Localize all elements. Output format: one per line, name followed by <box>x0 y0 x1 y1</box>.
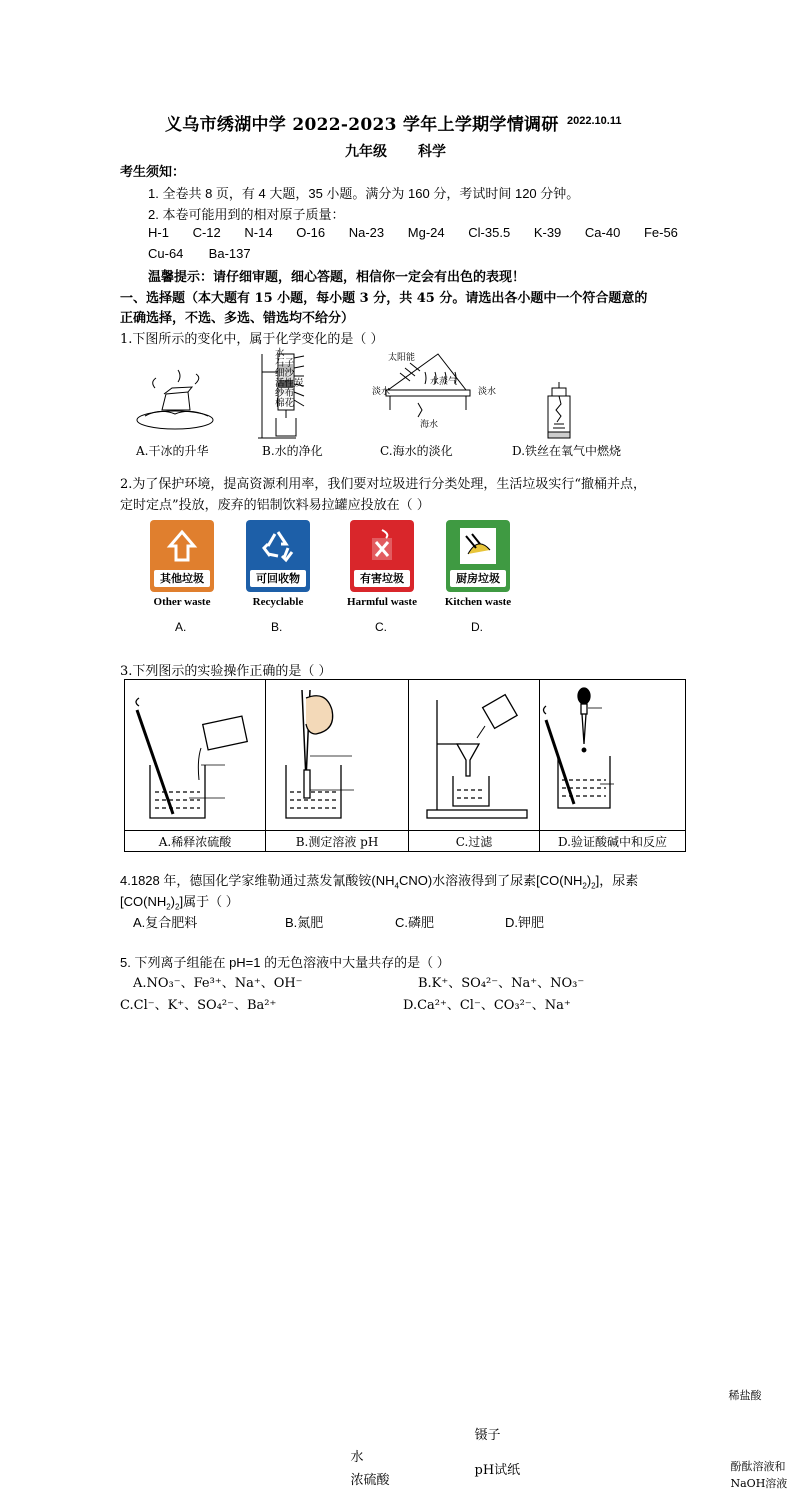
atomic-mass-row-2 <box>148 246 251 261</box>
q4-option-c: C.磷肥 <box>395 915 435 930</box>
q4-text: ) <box>170 894 176 909</box>
section-heading-cont: 正确选择，不选、多选、错选均不给分） <box>120 311 355 326</box>
q1-stem: 1.下图所示的变化中，属于化学变化的是（ ） <box>120 332 384 347</box>
atomic-mass-row-1 <box>148 225 678 240</box>
q4-option-b: B.氮肥 <box>285 915 324 930</box>
q2-option-a: A. <box>175 620 187 634</box>
bin-english-label: Kitchen waste <box>444 596 512 608</box>
q4-option-d: D.钾肥 <box>505 915 545 930</box>
q4-text: ) <box>586 873 592 888</box>
q4-sub: 2 <box>166 902 171 912</box>
tweezers-label: 镊子 <box>474 1427 501 1443</box>
layer-label: 细沙 <box>275 368 295 379</box>
layer-label: 水 <box>275 348 285 359</box>
q3-option-b: B.测定溶液 pH <box>266 831 409 852</box>
q4-sub: 2 <box>582 881 587 891</box>
grade-label: 九年级 <box>345 144 387 160</box>
layer-label: 棉花 <box>275 398 295 409</box>
exam-date: 2022.10.11 <box>567 115 622 127</box>
layer-label: 纱布 <box>275 388 295 399</box>
layer-label: 活性炭 <box>275 378 304 389</box>
figure-c-cell <box>409 680 540 831</box>
q2-stem-cont: 定时定点”投放，废弃的铝制饮料易拉罐应投放在（ ） <box>120 498 430 513</box>
subject-label: 科学 <box>418 144 446 160</box>
atom-mass: O-16 <box>296 225 326 240</box>
q1-option-b: B.水的净化 <box>262 444 323 458</box>
vapor-label: 水蒸气 <box>430 377 458 387</box>
kitchen-waste-icon <box>458 526 498 566</box>
bin-english-label: Recyclable <box>252 596 304 608</box>
atom-mass: N-14 <box>244 225 273 240</box>
q4-stem-cont <box>120 891 239 910</box>
atom-mass: C-12 <box>192 225 221 240</box>
filtration-figure <box>409 680 539 826</box>
ph-paper-label: pH试纸 <box>474 1462 521 1478</box>
dilute-acid-figure <box>125 680 265 826</box>
desalination-figure <box>386 354 470 417</box>
fresh-water-label-right: 淡水 <box>478 387 497 397</box>
atom-mass: Cu-64 <box>148 246 184 261</box>
solar-energy-label: 太阳能 <box>388 353 416 363</box>
dry-ice-figure <box>137 370 213 429</box>
bin-english-label: Other waste <box>153 596 211 608</box>
q5-option-a: A.NO₃⁻、Fe³⁺、Na⁺、OH⁻ <box>133 976 303 991</box>
q5-option-d: D.Ca²⁺、Cl⁻、CO₃²⁻、Na⁺ <box>403 998 571 1013</box>
q2-stem: 2.为了保护环境，提高资源利用率，我们要对垃圾进行分类处理，生活垃圾实行“撤桶并点， <box>120 477 647 492</box>
q4-text: ]，尿素 <box>595 873 639 888</box>
water-label: 水 <box>350 1449 364 1465</box>
q2-option-d: D. <box>471 620 483 634</box>
atom-mass: K-39 <box>533 225 562 240</box>
notice-item-2: 2. 本卷可能用到的相对原子质量： <box>148 207 345 222</box>
bin-english-label: Harmful waste <box>347 596 417 608</box>
q1-figures <box>120 348 620 448</box>
q5-option-b: B.K⁺、SO₄²⁻、Na⁺、NO₃⁻ <box>418 976 585 991</box>
bin-label: 有害垃圾 <box>354 570 410 587</box>
q4-option-a: A.复合肥料 <box>133 915 198 930</box>
q4-text: CNO)水溶液得到了尿素[CO(NH <box>398 873 583 888</box>
q4-sub: 2 <box>591 881 596 891</box>
bin-harmful-waste <box>350 520 414 592</box>
bin-label: 可回收物 <box>250 570 306 587</box>
q3-stem: 3.下列图示的实验操作正确的是（ ） <box>120 664 332 679</box>
q1-option-d: D.铁丝在氧气中燃烧 <box>512 444 622 458</box>
atom-mass: H-1 <box>148 225 169 240</box>
atom-mass: Na-23 <box>348 225 385 240</box>
tip-line: 温馨提示：请仔细审题，细心答题，相信你一定会有出色的表现！ <box>148 270 526 285</box>
sea-water-label: 海水 <box>420 420 439 430</box>
notice-item-1: 1. 全卷共 8 页，有 4 大题，35 小题。满分为 160 分，考试时间 120 分钟。 <box>148 186 580 201</box>
q4-text: 4.1828 年，德国化学家维勒通过蒸发氰酸铵(NH <box>120 873 395 888</box>
recycle-icon <box>258 526 298 566</box>
phenolphthalein-label: 酚酞溶液和 <box>730 1459 786 1473</box>
exam-title: 义乌市绣湖中学 2022-2023 学年上学期学情调研 <box>165 115 559 135</box>
q2-option-c: C. <box>375 620 387 634</box>
atom-mass: Fe-56 <box>643 225 678 240</box>
q4-text: [CO(NH <box>120 894 167 909</box>
fresh-water-label-left: 淡水 <box>372 387 391 397</box>
layer-label: 石子 <box>275 358 295 369</box>
q4-sub: 2 <box>175 902 180 912</box>
iron-burning-figure <box>548 382 570 438</box>
filter-layer-labels <box>275 349 304 409</box>
other-waste-icon <box>162 526 202 566</box>
section-heading: 一、选择题（本大题有 15 小题，每小题 3 分，共 45 分。请选出各小题中一个符合题意的 <box>120 291 648 306</box>
atom-mass: Ca-40 <box>584 225 621 240</box>
q1-option-c: C.海水的淡化 <box>380 444 453 458</box>
q1-option-a: A.干冰的升华 <box>136 444 209 458</box>
harmful-icon <box>362 526 402 566</box>
q5-stem: 5. 下列离子组能在 pH=1 的无色溶液中大量共存的是（ ） <box>120 955 450 970</box>
q4-stem <box>120 870 638 889</box>
q2-option-b: B. <box>271 620 283 634</box>
q3-option-a: A.稀释浓硫酸 <box>125 831 266 852</box>
q4-text: ]属于（ ） <box>179 894 239 909</box>
neutralization-figure <box>540 680 685 826</box>
bin-label: 厨房垃圾 <box>450 570 506 587</box>
dilute-hcl-label: 稀盐酸 <box>728 1388 762 1402</box>
notice-heading: 考生须知： <box>120 165 186 180</box>
q3-option-d: D.验证酸碱中和反应 <box>540 831 686 852</box>
naoh-label: NaOH溶液 <box>730 1476 788 1490</box>
atom-mass: Mg-24 <box>407 225 445 240</box>
q4-sub: 4 <box>394 881 399 891</box>
atom-mass: Cl-35.5 <box>468 225 511 240</box>
q5-option-c: C.Cl⁻、K⁺、SO₄²⁻、Ba²⁺ <box>120 998 277 1013</box>
q3-option-c: C.过滤 <box>409 831 540 852</box>
ph-test-figure <box>266 680 408 826</box>
conc-acid-label: 浓硫酸 <box>350 1472 390 1488</box>
atom-mass: Ba-137 <box>208 246 251 261</box>
bin-label: 其他垃圾 <box>154 570 210 587</box>
bin-kitchen-waste <box>446 520 510 592</box>
bin-recyclable <box>246 520 310 592</box>
bin-other-waste <box>150 520 214 592</box>
